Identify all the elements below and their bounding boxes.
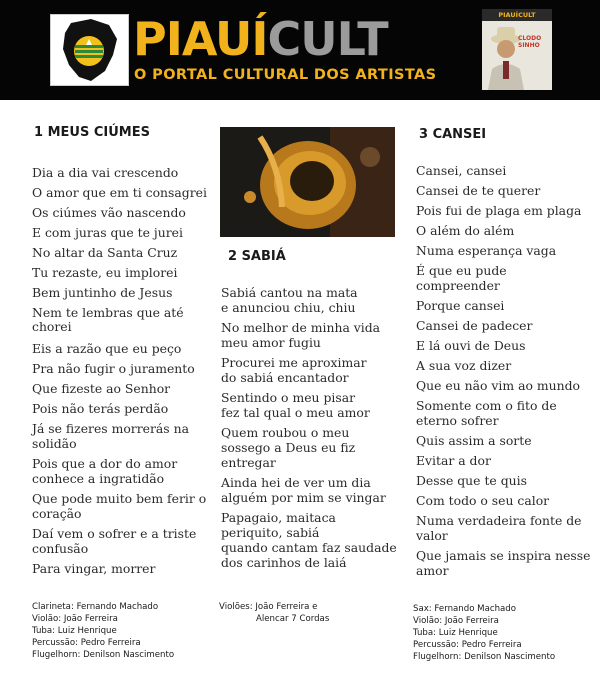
lyric-line: Com todo o seu calor <box>416 493 550 508</box>
lyric-line: Sentindo o meu pisar <box>221 390 356 405</box>
brand-logo[interactable] <box>133 12 388 66</box>
album-artist: CLODO SINHO <box>518 35 542 49</box>
lyric-line: Que fizeste ao Senhor <box>32 381 171 396</box>
credit-line: Alencar 7 Cordas <box>256 614 330 624</box>
album-brand: PIAUÍCULT <box>482 9 552 21</box>
piaui-map-logo[interactable] <box>50 14 129 86</box>
credit-line: Percussão: Pedro Ferreira <box>413 640 522 650</box>
credit-line: Flugelhorn: Denilson Nascimento <box>32 650 175 660</box>
credit-line: Clarineta: Fernando Machado <box>32 602 159 612</box>
lyric-line: eterno sofrer <box>416 413 499 428</box>
lyric-line: Bem juntinho de Jesus <box>32 285 173 300</box>
lyric-line: valor <box>416 528 448 543</box>
credit-line: Flugelhorn: Denilson Nascimento <box>413 652 556 662</box>
lyric-line: amor <box>416 563 449 578</box>
credit-line: Sax: Fernando Machado <box>413 604 517 614</box>
lyric-line: entregar <box>221 455 276 470</box>
lyric-line: meu amor fugiu <box>221 335 321 350</box>
lyric-line: confusão <box>32 541 89 556</box>
song-title: 1 MEUS CIÚMES <box>34 125 150 140</box>
lyric-line: Que eu não vim ao mundo <box>416 378 580 393</box>
lyric-line: Tu rezaste, eu implorei <box>32 265 178 280</box>
lyric-line: A sua voz dizer <box>416 358 512 373</box>
lyric-line: fez tal qual o meu amor <box>221 405 370 420</box>
lyric-line: Quis assim a sorte <box>416 433 532 448</box>
lyric-line: conhece a ingratidão <box>32 471 165 486</box>
lyric-line: Porque cansei <box>416 298 505 313</box>
credit-line: Violão: João Ferreira <box>413 616 499 626</box>
lyric-line: chorei <box>32 319 72 334</box>
lyric-line: Daí vem o sofrer e a triste <box>32 526 197 541</box>
lyric-line: alguém por mim se vingar <box>221 490 386 505</box>
song-title: 3 CANSEI <box>419 127 487 142</box>
lyric-line: Numa verdadeira fonte de <box>416 513 582 528</box>
brand-part1: PIAUÍ <box>133 12 268 66</box>
lyric-line: compreender <box>416 278 500 293</box>
lyric-line: O além do além <box>416 223 515 238</box>
lyric-line: Evitar a dor <box>416 453 491 468</box>
lyric-line: do sabiá encantador <box>221 370 349 385</box>
lyric-line: Somente com o fito de <box>416 398 557 413</box>
credit-line: Tuba: Luiz Henrique <box>413 628 498 638</box>
lyric-line: solidão <box>32 436 77 451</box>
lyric-line: dos carinhos de laiá <box>221 555 347 570</box>
lyric-line: No melhor de minha vida <box>221 320 381 335</box>
lyric-line: Cansei de padecer <box>416 318 533 333</box>
lyric-line: Já se fizeres morrerás na <box>32 421 189 436</box>
header-banner <box>0 0 600 100</box>
lyric-line: coração <box>32 506 82 521</box>
lyric-line: Procurei me aproximar <box>221 355 367 370</box>
lyric-line: E com juras que te jurei <box>32 225 183 240</box>
lyric-line: Nem te lembras que até <box>32 305 184 320</box>
lyric-line: sossego a Deus eu fiz <box>221 440 356 455</box>
lyric-line: E lá ouvi de Deus <box>416 338 526 353</box>
saxophone-photo <box>220 127 395 237</box>
lyric-line: Numa esperança vaga <box>416 243 557 258</box>
lyric-line: O amor que em ti consagrei <box>32 185 207 200</box>
lyric-line: No altar da Santa Cruz <box>32 245 178 260</box>
lyric-line: quando cantam faz saudade <box>221 540 397 555</box>
lyric-line: Cansei de te querer <box>416 183 541 198</box>
credit-line: Percussão: Pedro Ferreira <box>32 638 141 648</box>
lyric-line: É que eu pude <box>416 263 507 278</box>
lyric-line: Eis a razão que eu peço <box>32 341 182 356</box>
brand-part2: CULT <box>267 12 388 66</box>
lyric-line: Papagaio, maitaca <box>221 510 336 525</box>
lyric-line: Os ciúmes vão nascendo <box>32 205 186 220</box>
lyric-line: Dia a dia vai crescendo <box>32 165 179 180</box>
lyric-line: Pra não fugir o juramento <box>32 361 195 376</box>
lyric-line: Cansei, cansei <box>416 163 507 178</box>
lyric-line: periquito, sabiá <box>221 525 320 540</box>
lyric-line: Que pode muito bem ferir o <box>32 491 207 506</box>
lyric-line: Pois não terás perdão <box>32 401 169 416</box>
lyric-line: e anunciou chiu, chiu <box>221 300 356 315</box>
lyric-line: Pois fui de plaga em plaga <box>416 203 582 218</box>
credit-line: Violão: João Ferreira <box>32 614 118 624</box>
tagline: O PORTAL CULTURAL DOS ARTISTAS <box>134 67 437 83</box>
album-cover[interactable] <box>482 9 552 90</box>
saxophone-image-icon <box>220 127 395 237</box>
credit-line: Tuba: Luiz Henrique <box>32 626 117 636</box>
artist-portrait-icon <box>482 9 552 90</box>
lyric-line: Sabiá cantou na mata <box>221 285 358 300</box>
lyric-line: Quem roubou o meu <box>221 425 350 440</box>
lyric-line: Pois que a dor do amor <box>32 456 178 471</box>
credit-line: Violões: João Ferreira e <box>219 602 318 612</box>
lyric-line: Que jamais se inspira nesse <box>416 548 591 563</box>
song-title: 2 SABIÁ <box>228 249 286 264</box>
piaui-map-icon <box>51 15 128 85</box>
lyric-line: Para vingar, morrer <box>32 561 156 576</box>
lyric-line: Desse que te quis <box>416 473 527 488</box>
lyric-line: Ainda hei de ver um dia <box>221 475 371 490</box>
